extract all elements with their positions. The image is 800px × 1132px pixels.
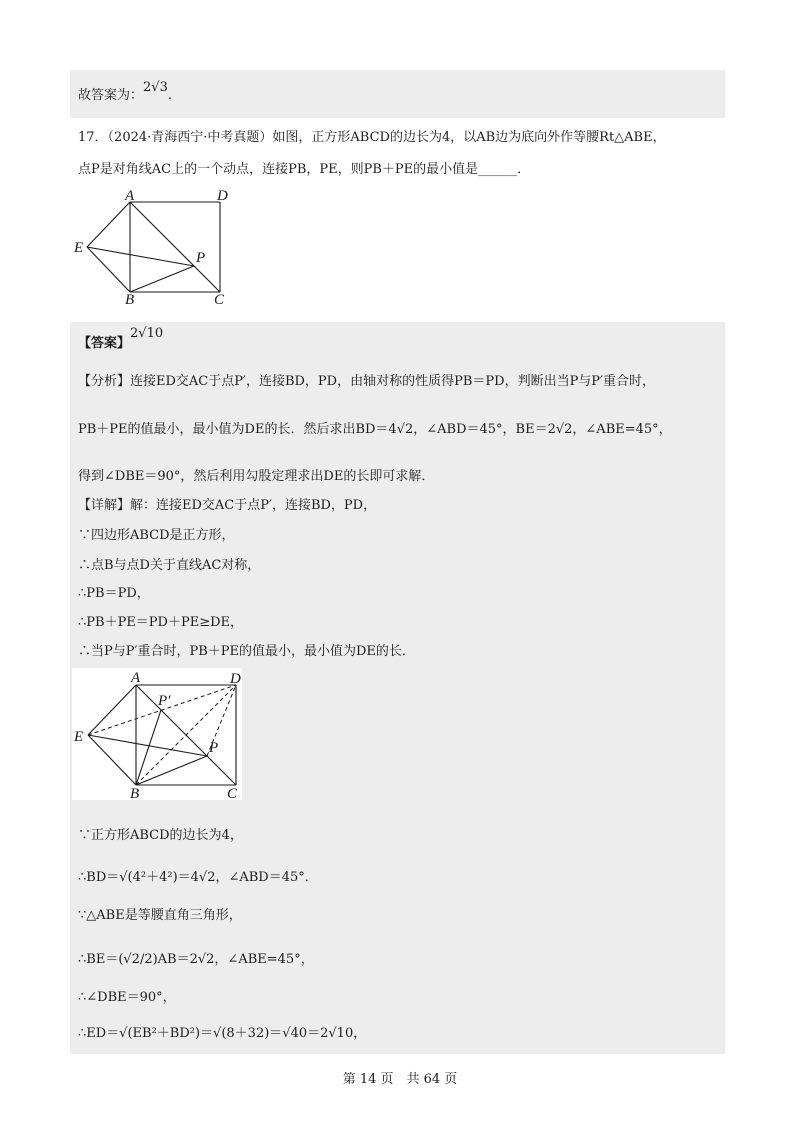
answer-value: 2√10 (130, 326, 164, 341)
answer-label: 【答案】 (78, 336, 131, 351)
figure-1 (72, 190, 252, 305)
top-answer-value: 2√3 (143, 80, 168, 95)
analysis-line-1: 【分析】连接ED交AC于点P′，连接BD，PD，由轴对称的性质得PB＝PD，判断出当P与P′重合时， (78, 374, 656, 389)
fig2-edge-ea (88, 685, 136, 735)
top-answer-label: 故答案为： (78, 88, 144, 103)
detail-line-4: ∴PB＝PD， (78, 586, 150, 601)
detail-line-1: 【详解】解：连接ED交AC于点P′，连接BD，PD， (78, 498, 377, 513)
question-line-1: 17．（2024·青海西宁·中考真题）如图，正方形ABCD的边长为4，以AB边为底向外作等腰Rt△ABE， (78, 130, 666, 145)
question-line-2: 点P是对角线AC上的一个动点，连接PB，PE，则PB＋PE的最小值是______． (78, 162, 531, 177)
fig2-label-a: A (131, 670, 141, 686)
fig1-label-p: P (196, 250, 206, 266)
fig1-seg-pb (130, 266, 194, 292)
calc-line-2: ∴BD＝√(4²＋4²)＝4√2，∠ABD＝45°． (78, 870, 318, 885)
fig2-label-d: D (230, 671, 241, 687)
fig2-label-b: B (130, 786, 140, 802)
fig1-edge-ea (87, 202, 130, 247)
calc-line-5: ∴∠DBE＝90°， (78, 990, 176, 1005)
fig1-diag-ac (130, 202, 220, 292)
analysis-line-3: 得到∠DBE＝90°，然后利用勾股定理求出DE的长即可求解． (78, 469, 435, 484)
fig1-label-a: A (125, 190, 135, 204)
calc-line-6: ∴ED＝√(EB²＋BD²)＝√(8＋32)＝√40＝2√10， (78, 1026, 367, 1041)
page-footer: 第 14 页 共 64 页 (342, 1072, 458, 1087)
top-answer-line (78, 80, 172, 106)
fig1-label-b: B (125, 292, 135, 305)
calc-line-3: ∵△ABE是等腰直角三角形， (78, 908, 242, 923)
top-answer-tail: . (167, 88, 172, 103)
fig1-label-d: D (217, 190, 228, 204)
figure-2 (70, 667, 245, 802)
fig2-label-c: C (227, 786, 238, 802)
analysis-line-2: PB＋PE的值最小，最小值为DE的长．然后求出BD＝4√2，∠ABD＝45°，BE＝2√2，∠ABE=45°， (78, 422, 672, 437)
answer-line (78, 326, 164, 354)
detail-line-3: ∴点B与点D关于直线AC对称， (78, 558, 261, 573)
fig2-label-p: P (209, 740, 219, 756)
detail-line-2: ∵四边形ABCD是正方形， (78, 528, 235, 543)
fig2-seg-pb (136, 756, 207, 785)
detail-line-6: ∴当P与P′重合时，PB＋PE的值最小，最小值为DE的长． (78, 644, 415, 659)
fig2-label-e: E (74, 729, 84, 745)
fig2-label-pp: P′ (158, 693, 171, 709)
fig1-label-c: C (214, 292, 225, 305)
calc-line-1: ∵正方形ABCD的边长为4， (78, 828, 243, 843)
fig1-label-e: E (74, 240, 84, 256)
calc-line-4: ∴BE＝(√2/2)AB＝2√2，∠ABE=45°， (78, 952, 314, 967)
detail-line-5: ∴PB＋PE＝PD＋PE≥DE， (78, 615, 244, 630)
